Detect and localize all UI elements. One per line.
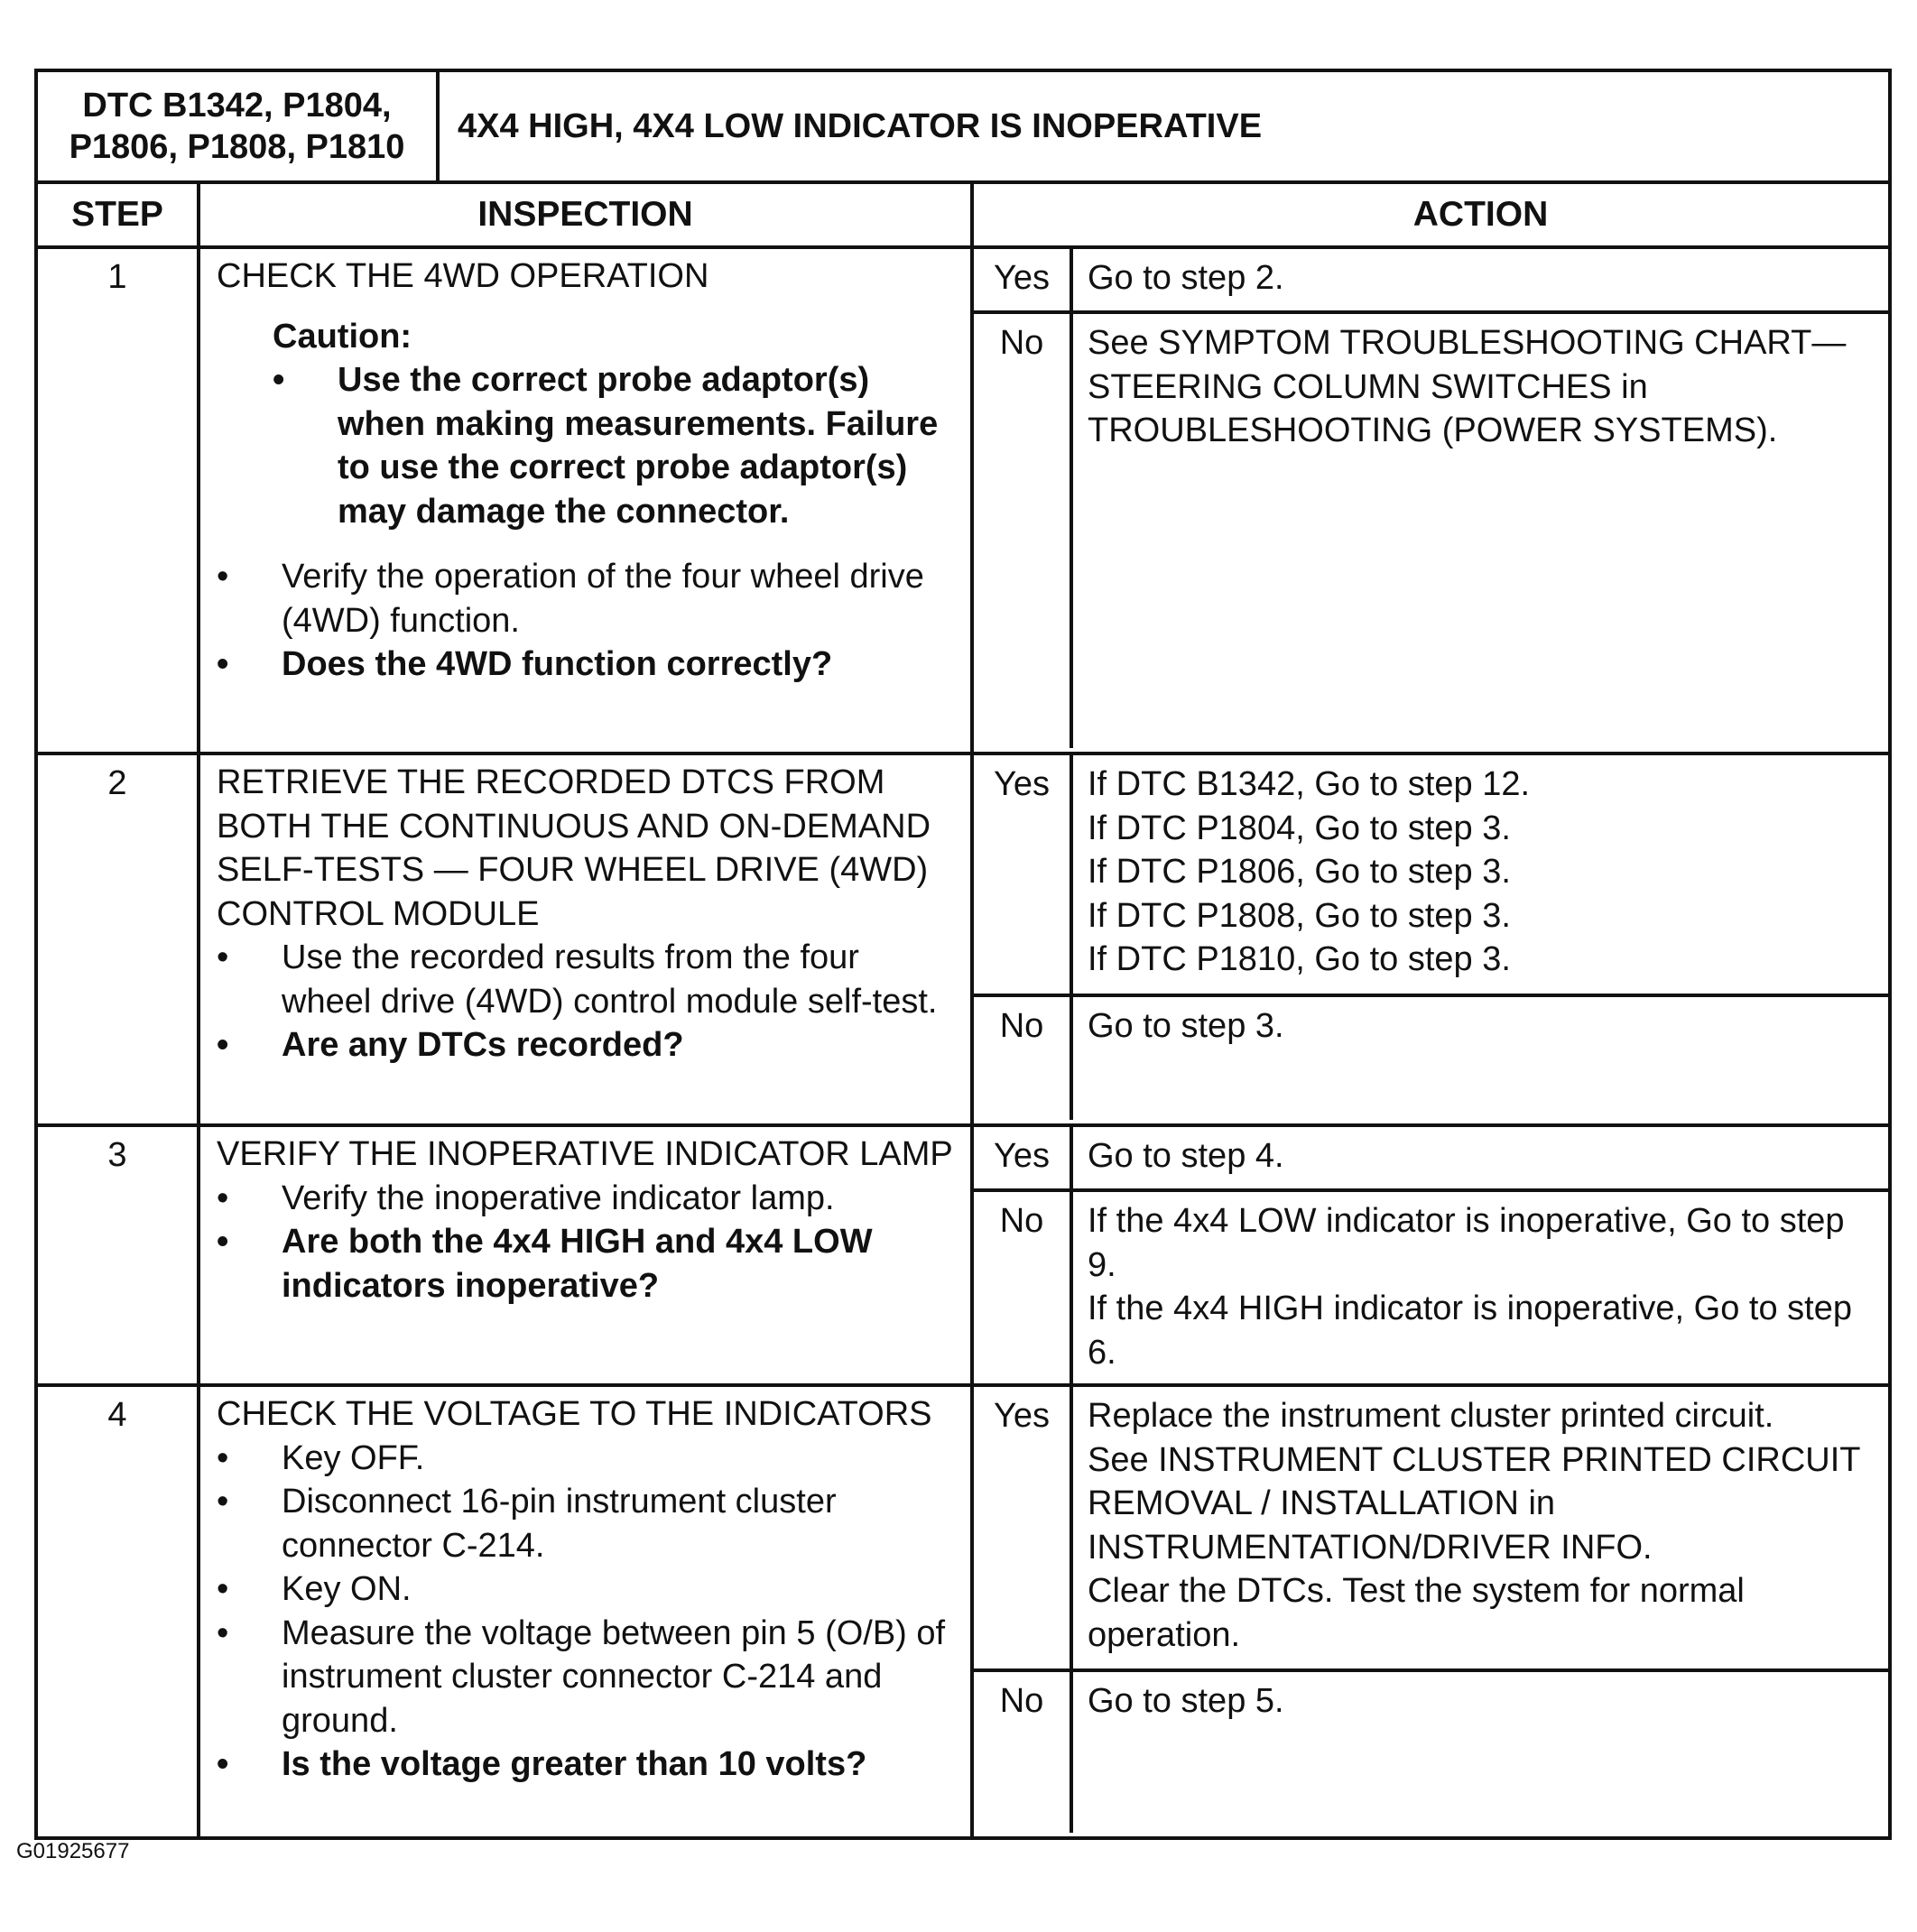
- step-number: 4: [36, 1385, 199, 1838]
- no-action: Go to step 3.: [1088, 1007, 1284, 1045]
- yes-label: Yes: [974, 249, 1073, 310]
- bullet-icon: •: [217, 938, 229, 976]
- steps-table: [34, 180, 1892, 1840]
- bullet-question: Are both the 4x4 HIGH and 4x4 LOW indicators inoperative?: [282, 1223, 873, 1305]
- column-header-step: STEP: [36, 182, 199, 247]
- step-number: 1: [36, 247, 199, 753]
- diagnostic-table: [34, 69, 1892, 1840]
- yes-action-line: If DTC P1806, Go to step 3.: [1088, 853, 1511, 891]
- yes-label: Yes: [974, 755, 1073, 994]
- yes-action-line: If DTC P1810, Go to step 3.: [1088, 940, 1511, 978]
- caution-item: [273, 358, 958, 533]
- bullet-icon: •: [217, 645, 229, 683]
- yes-action-line: If DTC B1342, Go to step 12.: [1088, 765, 1531, 803]
- column-header-action: ACTION: [972, 182, 1890, 247]
- inspection-cell: [199, 1385, 972, 1838]
- yes-action: Go to step 2.: [1088, 259, 1284, 297]
- step-heading: RETRIEVE THE RECORDED DTCS FROM BOTH THE CONTINUOUS AND ON-DEMAND SELF-TESTS — FOUR WHEEL DRIVE (4WD) CONTROL MODULE: [217, 763, 931, 933]
- bullet-icon: •: [217, 1570, 229, 1608]
- table-row: [36, 753, 1890, 1125]
- bullet-icon: •: [217, 1026, 229, 1064]
- bullet-item: [217, 642, 958, 687]
- table-row: [36, 1125, 1890, 1385]
- yes-action-line: See INSTRUMENT CLUSTER PRINTED CIRCUIT REMOVAL / INSTALLATION in INSTRUMENTATION/DRIVER INFO.: [1088, 1440, 1860, 1567]
- no-label: No: [974, 1672, 1073, 1833]
- bullet-item: [217, 936, 958, 1023]
- no-action: Go to step 5.: [1088, 1682, 1284, 1720]
- bullet-icon: •: [217, 1483, 229, 1521]
- answers-cell: [972, 753, 1890, 1125]
- dtc-codes-line2: P1806, P1808, P1810: [69, 128, 405, 166]
- answers-cell: [972, 247, 1890, 753]
- step-heading: VERIFY THE INOPERATIVE INDICATOR LAMP: [217, 1135, 953, 1173]
- answers-cell: [972, 1385, 1890, 1838]
- bullet-item: [217, 1612, 958, 1743]
- caution-text: Use the correct probe adaptor(s) when making measurements. Failure to use the correct probe adaptor(s) may damage the connector.: [338, 361, 939, 531]
- bullet-question: Are any DTCs recorded?: [282, 1026, 684, 1064]
- bullet-item: [217, 1023, 958, 1068]
- yes-action-line: If DTC P1804, Go to step 3.: [1088, 809, 1511, 847]
- yes-action: [1073, 755, 1888, 994]
- yes-action-line: Clear the DTCs. Test the system for normal operation.: [1088, 1572, 1745, 1654]
- step-heading: CHECK THE 4WD OPERATION: [217, 257, 709, 295]
- no-action: See SYMPTOM TROUBLESHOOTING CHART—STEERING COLUMN SWITCHES in TROUBLESHOOTING (POWER SYSTEMS).: [1088, 324, 1847, 449]
- no-label: No: [974, 997, 1073, 1120]
- dtc-codes: [36, 70, 438, 182]
- inspection-cell: [199, 247, 972, 753]
- no-label: No: [974, 314, 1073, 748]
- figure-id: G01925677: [16, 1839, 130, 1863]
- bullet-item: [217, 1480, 958, 1567]
- bullet-text: Verify the operation of the four wheel drive (4WD) function.: [282, 558, 924, 640]
- bullet-icon: •: [217, 1179, 229, 1217]
- dtc-codes-line1: DTC B1342, P1804,: [82, 87, 392, 125]
- no-label: No: [974, 1192, 1073, 1383]
- column-header-inspection: INSPECTION: [199, 182, 972, 247]
- bullet-text: Key ON.: [282, 1570, 412, 1608]
- bullet-icon: •: [273, 361, 285, 399]
- bullet-question: Does the 4WD function correctly?: [282, 645, 833, 683]
- bullet-text: Measure the voltage between pin 5 (O/B) of instrument cluster connector C-214 and ground.: [282, 1613, 946, 1740]
- bullet-text: Verify the inoperative indicator lamp.: [282, 1179, 835, 1217]
- bullet-text: Disconnect 16-pin instrument cluster connector C-214.: [282, 1483, 837, 1565]
- header-table: [34, 69, 1892, 184]
- inspection-cell: [199, 1125, 972, 1385]
- no-action-line: If the 4x4 LOW indicator is inoperative, Go to step 9.: [1088, 1202, 1845, 1284]
- caution-block: [273, 315, 958, 534]
- step-number: 3: [36, 1125, 199, 1385]
- no-action: [1073, 1192, 1888, 1383]
- table-row: [36, 1385, 1890, 1838]
- yes-label: Yes: [974, 1387, 1073, 1669]
- bullet-item: [217, 1220, 958, 1308]
- yes-action: Go to step 4.: [1088, 1137, 1284, 1175]
- bullet-item: [217, 1742, 958, 1787]
- step-heading: CHECK THE VOLTAGE TO THE INDICATORS: [217, 1395, 932, 1433]
- bullet-icon: •: [217, 1223, 229, 1261]
- yes-label: Yes: [974, 1127, 1073, 1188]
- table-title: 4X4 HIGH, 4X4 LOW INDICATOR IS INOPERATIVE: [438, 70, 1890, 182]
- bullet-item: [217, 555, 958, 642]
- bullet-icon: •: [217, 1438, 229, 1477]
- bullet-text: Key OFF.: [282, 1438, 425, 1477]
- yes-action: [1073, 1387, 1888, 1669]
- bullet-icon: •: [217, 558, 229, 596]
- bullet-item: [217, 1177, 958, 1221]
- table-row: [36, 247, 1890, 753]
- bullet-icon: •: [217, 1745, 229, 1783]
- bullet-icon: •: [217, 1613, 229, 1652]
- bullet-item: [217, 1437, 958, 1481]
- bullet-text: Use the recorded results from the four wheel drive (4WD) control module self-test.: [282, 938, 938, 1021]
- yes-action-line: Replace the instrument cluster printed circuit.: [1088, 1397, 1774, 1435]
- bullet-item: [217, 1567, 958, 1612]
- answers-cell: [972, 1125, 1890, 1385]
- no-action-line: If the 4x4 HIGH indicator is inoperative, Go to step 6.: [1088, 1290, 1852, 1372]
- step-number: 2: [36, 753, 199, 1125]
- yes-action-line: If DTC P1808, Go to step 3.: [1088, 896, 1511, 935]
- bullet-question: Is the voltage greater than 10 volts?: [282, 1745, 867, 1783]
- caution-title: Caution:: [273, 317, 412, 356]
- inspection-cell: [199, 753, 972, 1125]
